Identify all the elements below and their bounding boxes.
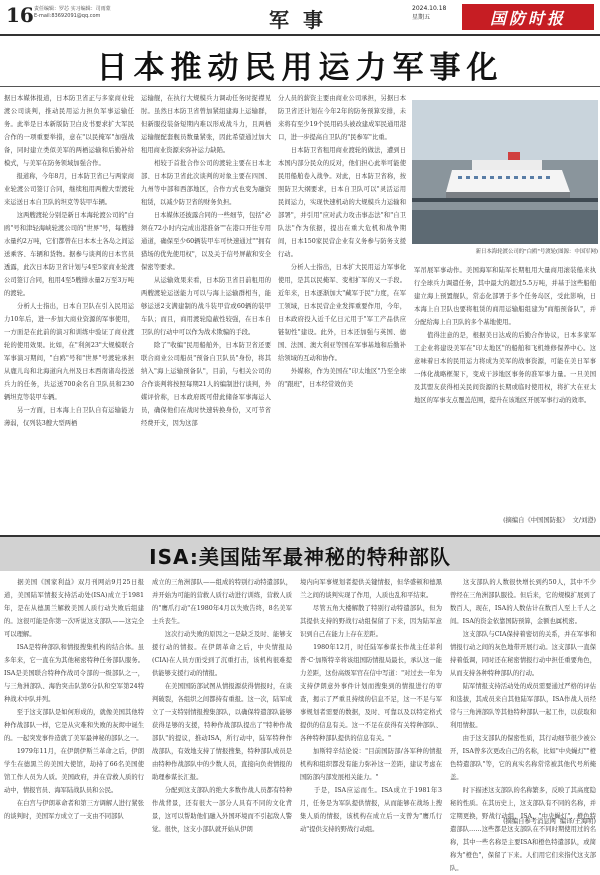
headline-rule	[0, 86, 600, 87]
article1-column-1: 据日本媒体报道，日本防卫省正与多家商业轮渡公司谈判，推动民用运力担负军事运输任务。此举是日本新版防卫白皮书要求扩大军民合作的一项重要举措，意在"以民掩军"加强战备，同时建立类似美军的两栖运输和后勤补给模式，与美军在防务领域加强合作。 报道称，今年8月，日本防卫省已与两家商业轮渡公司签订合同，继续租用两艘大型渡轮来运送日本自卫队的坦克等装甲车辆。 这两艘渡轮分别是新日本海轮渡公司的"白鸥"号和津轻海峡轮渡公司的"世界"号，每艘排水量约2万吨，它们都曾在日本本土各岛之间运送乘客、车辆和货物。据参与谈判的日本官员透露，此次日本防卫省计划与4至5家商业轮渡公司签订合同，租用4至5艘排水量2万至3万吨的渡轮。 分析人士指出，日本自卫队在引入民用运力10年后，进一步加大商业资源的军事使用，一方面是在此前的演习和训练中验证了商业渡轮的使用效果。比如，在"利剑23"大规模联合军事演习期间，"白鸥"号和"世界"号渡轮承担从鹿儿岛和北海道向九州及日本西南诸岛投送兵力的任务，共运送700余名自卫队员和230辆坦克等装甲车辆。 另一方面，日本海上自卫队自有运输能力薄弱，仅列装3艘大型两栖	[4, 95, 134, 427]
date-text: 2024.10.18	[412, 5, 447, 12]
article2-credit: (摘编自参考消息网 编译/王海明)	[503, 818, 596, 825]
article1-column-2: 运输舰，在执行大规模兵力调动任务时捉襟见肘。虽然日本防卫省曾加紧组建海上运输群，但新服役装备短期内难以形成战斗力，且两栖运输舰配套舰员数量紧张，因此希望通过加大租用商业资源来弥补运力缺陷。 相较于首批合作公司的渡轮主要在日本北部、日本防卫省此次谈判的对象主要在四国、九州等中部和西部地区，合作方式也变为融资租赁，以减少防卫省的财务负担。 日本媒体还披露合同的一些细节，包括"必须在72小时内完成出港准备""在港口开往专用通道，确保至少60辆装甲车可快速通过""拥有猎场的优先使用权"，以及关于信号屏蔽和安全保密等要求。 从运输效果来看，日本防卫省目前租用的两艘渡轮运送能力可以与海上运输群相当，能够运送2支满建制的战斗装甲营或60辆的装甲车队；而且，商用渡轮隐蔽性较强，在日本自卫队的行动中可以作为战术欺骗的手段。 除了"收编"民用船舶外，日本防卫省还要联合商业公司船员"预备自卫队员"身份，将其纳入"海上运输预备队"，目前，与相关公司的合作谈判将按照每期21人的编制进行谈判，外媒评价称，日本政府既可借此储备军事海运人员，确保他们在战时快速转换身份，又可节省经费开支，因为这部	[141, 95, 271, 427]
article2-column-4: 这支部队的人数很快增长到约50人，其中不少曾经在三角洲部队服役。但后来，它的规模扩展到了数百人，现在，ISA的人数估计在数百人至上千人之间。ISA的资金依靠国防预算，金额也属机密。 这支部队与CIA保持着密切的关系，并在军事和情报行动之间的灰色地带开展行动。这支部队一直保持着低调，同时还在秘密情报行动中担任重要角色，从而支持各种特种部队的行动。 陆军情报支持活动处的成员需要通过严格的评估和选拔，其成员来自其他陆军部队，ISA作战人员经常与三角洲部队等其他特种部队一起工作，以获取和利用情报。 由于这支部队的保密性质，其行动细节很少被公开，ISA曾多次更改自己的名称，比如"中央蝇灯""橙色特遣部队"等，它的真实名称常常被其他代号所掩盖。 时下描述这支部队的名称繁多，反映了其高度隐秘的性质。在其历史上，这支部队有不同的名称，并定期更换，野战行动组、ISA、"中央蝇灯"、橙色特遣部队……这些都是这支部队在不同时期使用过的名称，其中一些名称是主要ISA和橙色特遣部队，或简称为"橙色"，保留了下来。人们用它们来指代这支部队。	[450, 579, 596, 872]
article1-column-4: 军吊展军事动作。美国海军和陆军长期租用大量商用滚装船来执行全球兵力调遣任务，其中最大的超过5.5万吨，并基于这些船舶建立海上预置舰队，常态化部署于多个任务岛区，受此影响，日本海上自卫队也要将租赁的商用运输船组建为"商船预备队"，并分配给海上自卫队的多个基地使用。 值得注意的是，根据美日达成的后勤合作协议，日本多家军工企业将建设美军在"印太地区"的船舶和飞机维修保养中心。这意味着日本的民用运力将成为美军的战事资源，可能在美日军事一体化战略框架下，变成干涉地区事务的准军事力量。一旦美国及其盟友获得相关民间资源的长期或临时使用权，将扩大在亚太地区的军事支点覆盖范围，提升在该地区开展军事行动的效率。	[414, 267, 596, 404]
email-line: E-mail:83692091@qq.com	[34, 13, 101, 19]
article2-headline: ISA:美国陆军最神秘的特种部队	[149, 545, 451, 569]
newspaper-logo: 国防时报	[462, 4, 594, 30]
section-name: 军事	[269, 8, 337, 32]
article1-headline: 日本推动民用运力军事化	[96, 50, 504, 86]
editor-line: 责任编辑：罗芯 实习编辑：司雨蒙	[34, 6, 111, 12]
article1-credit: (摘编自《中国国防报》 文/刘澄)	[503, 517, 596, 524]
issue-date	[412, 4, 446, 22]
ferry-photo	[412, 100, 598, 244]
article2-column-2: 成立的三角洲部队——组成的特别行动特遣部队，并开始为可能的营救人质行动进行训练，营救人质的"鹰爪行动"在1980年4月以失败告终，8名美军士兵丧生。 这次行动失败的原因之一是缺乏及时、能够支援行动的情报。在伊朗革命之后，中央情报局(CIA)在人员方面受到了沉重打击，该机构很难提供能够支援行动的情报。 在美国国防部试图从情报源获得情报时，在谈判破裂，各组织之间都持有重报。这一次，陆军成立了一支特别情报搜集部队，以确保特遣部队能够获得足够的支援，特种作战部队提出了"特种作战部队"的提议，推动ISA，所行动中，陆军特种作战部队，有效地支持了情报搜集，特种部队成员是由特种作战部队中的少数人员，直接向负责情报的助理参谋长汇报。 分配到这支部队的绝大多数作战人员都有特种作战背景，还有很大一部分人具有不同的文化背景，这可以帮助他们融入外国环境而不引起敌人警觉。很快，这支小部队就开始从伊朗	[152, 579, 292, 833]
weekday-text: 星期五	[412, 14, 431, 21]
ferry-photo-image	[412, 100, 598, 244]
article1-column-3: 分人员的薪资主要由商业公司承担，另据日本防卫省还计划在今年2年的防务预算安排，未来将有至少19个民用码头被改建成军民通用港口，进一步提高自卫队的"民参军"比重。 日本防卫省租用商业渡轮的做法，遭到日本国内部分民众的反对，他们担心此举可能使民用船舶卷入战争。对此，日本防卫省称，按照防卫大纲要求，日本自卫队可以"灵活运用民间运力，实现快速机动的大规模兵力运输和部署"，并引用"应对武力攻击事态法"和"自卫队法"作为依据，提出在重大危机和战争期间，日本150家民营企业有义务参与防务支援行动。 分析人士指出，日本扩大民用运力军事化使用，是其以民掩军、变相扩军的又一手段。近年来，日本逐渐加大"藏军于民"力度，在军工领域，日本民营企业发挥重要作用，今年，日本政府投入近千亿日元用于"军工产品供应链韧性"建设。此外，日本还加强与英国、德国、法国、澳大利亚等国在军事基地和后勤补给领域的互动和协作。 外媒称，作为美国在"印太地区"乃至全球的"跟班"，日本经常效仿美	[278, 95, 406, 388]
photo-caption: 新日本海轮渡公司的"白鸥"号渡轮(图源：中国军网)	[475, 249, 598, 255]
article2-column-3: 境内向军事规划者提供关键情报，但华盛顿和德黑兰之间的谈判实现了作用，人质也乱和平结束。 尽管五角大楼解散了特别行动特遣部队，但为其提供支持的野战行动组保留了下来，因为陆军意识到自己在能力上存在差距。 1980年12月，时任陆军参谋长作战主任菲利普·C·加斯特辛将该组国防情报局最长，承认这一能力差距，这份高级军官在信中写道："对过去一年为支持伊朗意外事件计划而搜集到的情报进行的审查，揭示了严重且持续的信息不足，这一不足与军事规划者需要的数据，及时、可靠以及以特定格式提供的信息有关。这一不足在获得有关特种部队、各种特种部队提供的信息有关。" 加斯特辛结论说："目前国防部/各军种的情报机构和组织都没有能力弥补这一差距，建议考虑在国防部内部发展相关能力。" 于是，ISA应运而生。ISA成立于1981年3月，任务是为军队提供情报，从而能够在战场上搜集人质的情报，该机构在成立后一支曾为"鹰爪行动"提供支持的野战行动组。	[300, 579, 442, 833]
editor-info	[34, 6, 111, 20]
page-number: 16	[6, 3, 34, 27]
article2-column-1: 据美国《国家利益》双月刊网站9月25日报道，美国陆军情报支持活动处(ISA)成立于1981年，是在从德黑兰解救美国人质行动失败后组建的。这很可能是你第一次听说这支部队——这完全可以理解。 ISA是特种部队和情报搜集机构的结合体。虽多年来，它一直在为其他秘密特种任务部队服务。ISA是美国联合特种作战司令部的一级部队之一，与三角洲部队、海豹突击队第6分队和空军第24特种战术中队并列。 至于这支部队是如何形成的，就像美国其他特种作战部队一样，它是从灾难和失败的灰烬中诞生的。一起突发事件造就了美军最神秘的部队之一。 1979年11月，在伊朗伊斯兰革命之后，伊朗学生在德黑兰的美国大使馆，劫持了66名美国使馆工作人员为人质。美国政府，并在营救人质的行动中，情报官员、海军陆战队员和公民。 在白宫与伊朗革命者和第三方调解人进行紧张的谈判时，美国军方成立了一支由不同部队	[4, 579, 144, 820]
page-header	[0, 0, 600, 36]
